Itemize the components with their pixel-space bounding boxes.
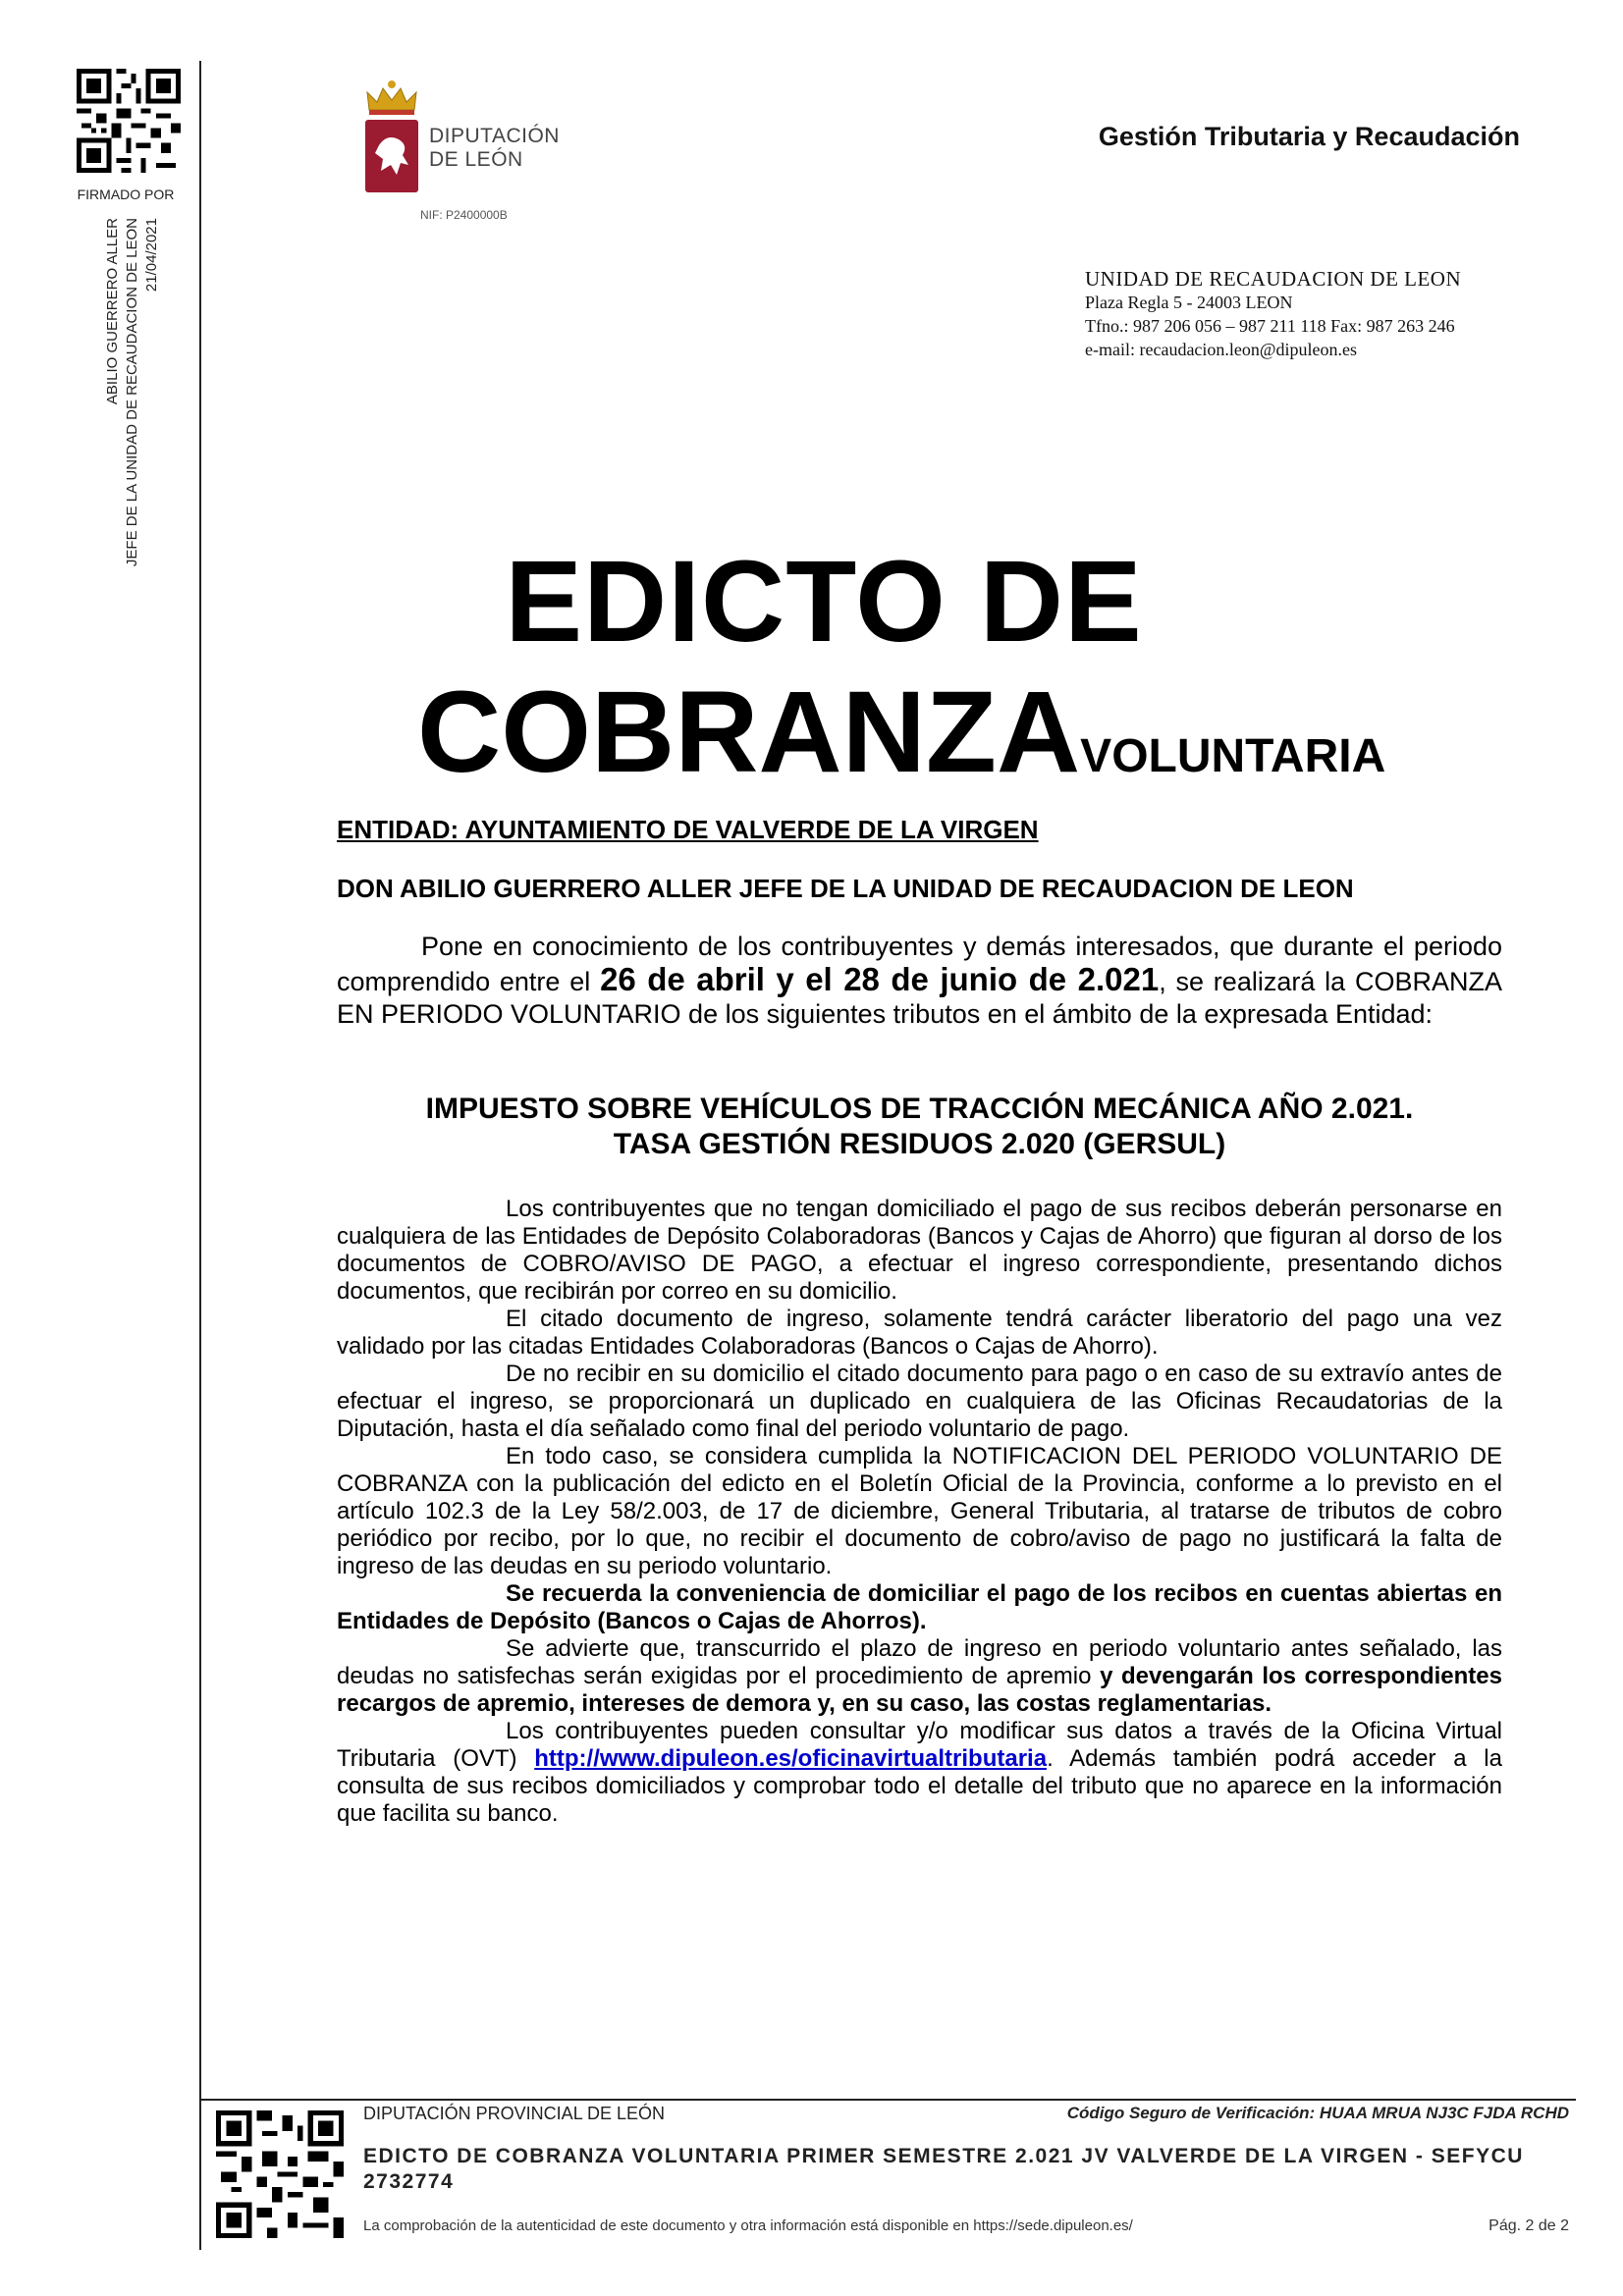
- logo-line1: DIPUTACIÓN: [429, 125, 560, 147]
- paragraph-1: Los contribuyentes que no tengan domiciliado el pago de sus recibos deberán personarse en cualquiera de las Entidades de Depósito Colaboradoras (Bancos y Cajas de Ahorro) que figuran al dorso de los documentos de COBRO/AVISO DE PAGO, a efectuar el ingreso correspondiente, presentando dichos documentos, que recibirán por correo en su domicilio.: [337, 1196, 1502, 1305]
- body-paragraphs: [337, 1196, 1502, 1828]
- logo-line2: DE LEÓN: [429, 148, 523, 171]
- signature-vertical-text: [103, 218, 162, 566]
- nif-text: NIF: P2400000B: [420, 208, 508, 222]
- sign-date: 21/04/2021: [143, 218, 160, 293]
- department-title: Gestión Tributaria y Recaudación: [1098, 122, 1520, 151]
- title-cobranza: COBRANZA: [417, 667, 1081, 797]
- entidad-heading: ENTIDAD: AYUNTAMIENTO DE VALVERDE DE LA VIRGEN: [337, 815, 1039, 844]
- footer-diputacion: DIPUTACIÓN PROVINCIAL DE LEÓN: [363, 2104, 666, 2123]
- ovt-link[interactable]: http://www.dipuleon.es/oficinavirtualtributaria: [534, 1745, 1048, 1772]
- tributo-1: IMPUESTO SOBRE VEHÍCULOS DE TRACCIÓN MECÁNICA AÑO 2.021.: [425, 1093, 1414, 1125]
- paragraph-7b: . Además también podrá acceder a la consulta de sus recibos domiciliados y comprobar todo el detalle del tributo que no aparece en la información que facilita su banco.: [337, 1745, 1502, 1827]
- crown-icon: [367, 80, 416, 115]
- footer-page-number: Pág. 2 de 2: [1488, 2217, 1569, 2234]
- intro-paragraph: [337, 931, 1502, 1031]
- paragraph-6a: Se advierte que, transcurrido el plazo de ingreso en periodo voluntario antes señalado, las deudas no satisfechas serán exigidas por el procedimiento de apremio: [337, 1635, 1502, 1689]
- footer-edicto-title: EDICTO DE COBRANZA VOLUNTARIA PRIMER SEMESTRE 2.021 JV VALVERDE DE LA VIRGEN - SEFYCU 2732774: [363, 2145, 1524, 2193]
- paragraph-7a: Los contribuyentes pueden consultar y/o modificar sus datos a través de la Oficina Virtual Tributaria (OVT): [337, 1718, 1502, 1772]
- firmado-label: FIRMADO POR: [77, 187, 175, 202]
- title-voluntaria: VOLUNTARIA: [1080, 730, 1386, 782]
- paragraph-2: El citado documento de ingreso, solamente tendrá carácter liberatorio del pago una vez validado por las citadas Entidades Colaboradoras (Bancos o Cajas de Ahorro).: [337, 1306, 1502, 1360]
- paragraph-4: En todo caso, se considera cumplida la NOTIFICACION DEL PERIODO VOLUNTARIO DE COBRANZA con la publicación del edicto en el Boletín Oficial de la Provincia, conforme a lo previsto en el artículo 102.3 de la Ley 58/2.003, de 17 de diciembre, General Tributaria, al tratarse de tributos de cobro periódico por recibo, por lo que, no recibir el documento de cobro/aviso de pago no justificará la falta de ingreso de las deudas en su periodo voluntario.: [337, 1443, 1502, 1579]
- signer-name: ABILIO GUERRERO ALLER: [104, 218, 121, 405]
- footer-csv: Código Seguro de Verificación: HUAA MRUA NJ3C FJDA RCHD: [1066, 2104, 1569, 2122]
- paragraph-6: [337, 1635, 1502, 1718]
- paragraph-7: [337, 1718, 1502, 1828]
- don-heading: DON ABILIO GUERRERO ALLER JEFE DE LA UNIDAD DE RECAUDACION DE LEON: [337, 874, 1354, 903]
- signer-role: JEFE DE LA UNIDAD DE RECAUDACION DE LEON: [124, 218, 140, 567]
- tributos-heading: [337, 1092, 1502, 1162]
- logo-text: [429, 125, 560, 172]
- unidad-email: e-mail: recaudacion.leon@dipuleon.es: [1085, 340, 1357, 359]
- unidad-address-block: [1085, 267, 1461, 361]
- title-line2: [417, 666, 1385, 799]
- intro-dates: 26 de abril y el 28 de junio de 2.021: [600, 961, 1160, 997]
- qr-code-top: [77, 69, 181, 173]
- paragraph-5: Se recuerda la conveniencia de domiciliar el pago de los recibos en cuentas abiertas en Entidades de Depósito (Bancos o Cajas de Ahorros).: [337, 1580, 1502, 1634]
- unidad-title: UNIDAD DE RECAUDACION DE LEON: [1085, 267, 1462, 291]
- intro-text-a: Pone en conocimiento de los contribuyentes y demás interesados, que durante el periodo comprendido entre el: [337, 932, 1502, 996]
- qr-code-bottom: [216, 2110, 344, 2238]
- unidad-address: Plaza Regla 5 - 24003 LEON: [1085, 293, 1293, 312]
- diputacion-logo: [361, 77, 422, 201]
- intro-text-b: , se realizará la COBRANZA EN PERIODO VOLUNTARIO de los siguientes tributos en el ámbito de la expresada Entidad:: [337, 967, 1502, 1029]
- tributo-2: TASA GESTIÓN RESIDUOS 2.020 (GERSUL): [613, 1128, 1226, 1160]
- unidad-phone: Tfno.: 987 206 056 – 987 211 118 Fax: 987 263 246: [1085, 316, 1455, 336]
- paragraph-6b: y devengarán los correspondientes recargos de apremio, intereses de demora y, en su caso, las costas reglamentarias.: [337, 1663, 1502, 1717]
- left-margin-line: [199, 61, 201, 2250]
- title-line1: EDICTO DE: [505, 537, 1143, 667]
- paragraph-3: De no recibir en su domicilio el citado documento para pago o en caso de su extravío antes de efectuar el ingreso, se proporcionará un duplicado en cualquiera de las Oficinas Recaudatorias de la Diputación, hasta el día señalado como final del periodo voluntario de pago.: [337, 1361, 1502, 1442]
- footer-comprobacion: La comprobación de la autenticidad de este documento y otra información está disponible en https://sede.dipuleon.es/: [363, 2217, 1133, 2234]
- footer-line: [201, 2099, 1576, 2101]
